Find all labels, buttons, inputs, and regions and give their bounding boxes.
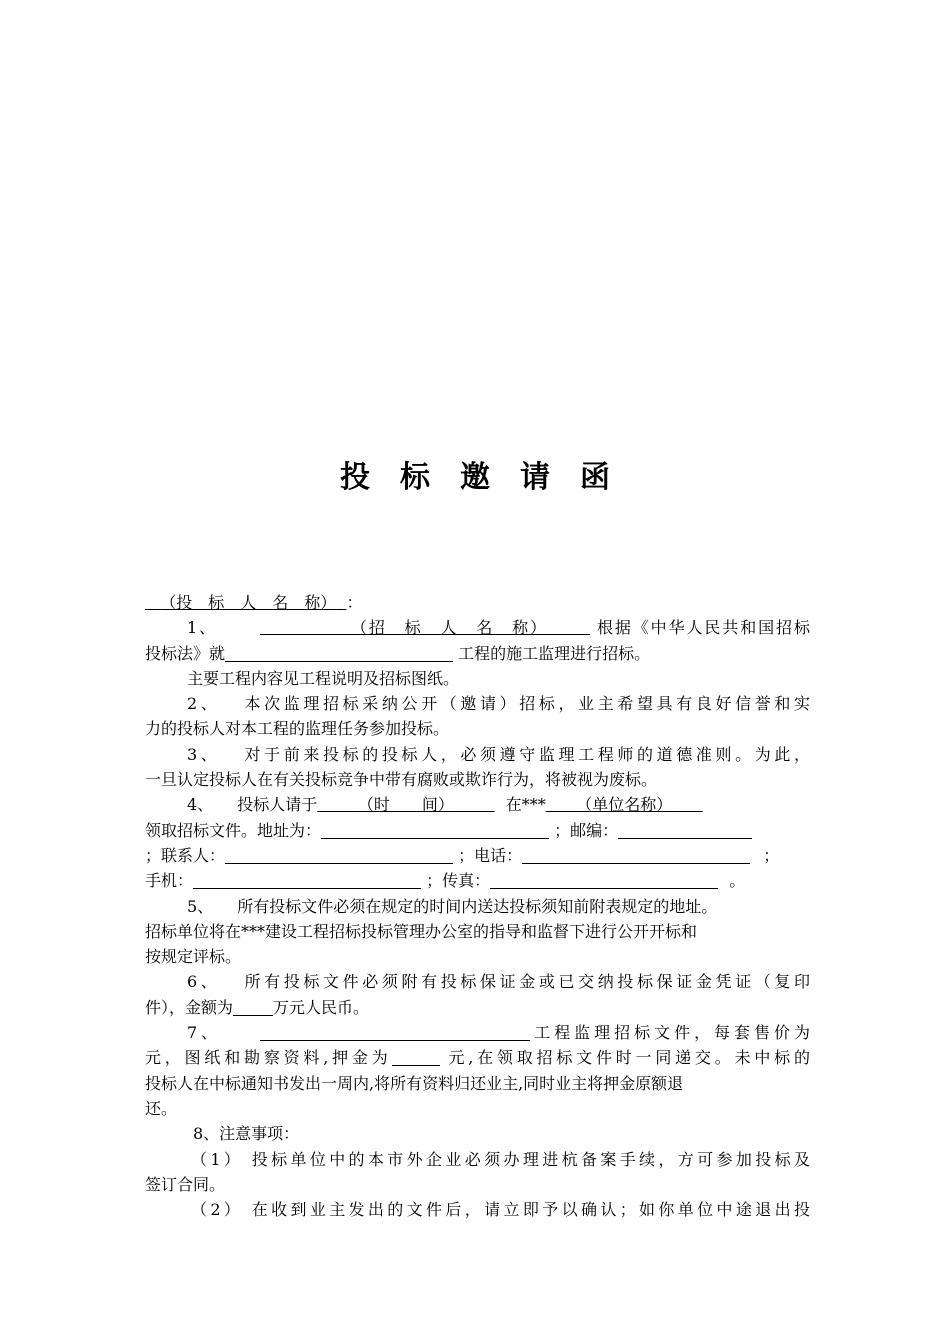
item-5-line-3: 按规定评标。 [145, 947, 242, 967]
item-5-line-1: 5、 所有投标文件必须在规定的时间内送达投标须知前附表规定的地址。 [187, 896, 718, 916]
letter-body [145, 590, 810, 1222]
address-blank [321, 821, 549, 839]
item-8-note-1-line-2: 签订合同。 [145, 1174, 226, 1194]
item-6-line-1: 6、 所有投标文件必须附有投标保证金或已交纳投标保证金凭证（复印 [187, 972, 810, 992]
fax-blank [490, 871, 718, 889]
item-4-line-4: 手机： ；传真： 。 [145, 871, 746, 891]
item-2-line-2: 力的投标人对本工程的监理任务参加投标。 [145, 719, 450, 739]
postcode-blank [618, 821, 752, 839]
item-7-line-2: 元，图纸和勘察资料,押金为 元,在领取招标文件时一同递交。未中标的 [145, 1048, 810, 1068]
item-8-note-1-line-1: （1） 投标单位中的本市外企业必须办理进杭备案手续，方可参加投标及 [191, 1149, 810, 1169]
contact-blank [225, 846, 453, 864]
item-8-note-2-line-1: （2） 在收到业主发出的文件后，请立即予以确认；如你单位中途退出投 [191, 1200, 810, 1220]
tenderer-name-field: （招 标 人 名 称） [350, 618, 548, 638]
item-7-line-3: 投标人在中标通知书发出一周内,将所有资料归还业主,同时业主将押金原额退 [145, 1073, 684, 1093]
item-4-line-3: ；联系人： ；电话： ； [145, 845, 780, 865]
item-3-line-1: 3、 对于前来投标的投标人，必须遵守监理工程师的道德准则。为此， [187, 744, 810, 764]
time-field: （时 间） [357, 795, 454, 815]
deposit-blank [392, 1048, 440, 1066]
unit-name-field: （单位名称） [576, 795, 673, 815]
phone-blank [522, 846, 750, 864]
project-name-blank [225, 644, 453, 662]
item-7-line-1: 7、 工程监理招标文件，每套售价为 [187, 1023, 810, 1043]
item-7-line-4: 还。 [145, 1098, 178, 1118]
item-4-line-1: 4、 投标人请于 （时 间） 在*** （单位名称） [145, 792, 810, 817]
item-3-line-2: 一旦认定投标人在有关投标竞争中带有腐败或欺诈行为，将被视为废标。 [145, 770, 658, 790]
item-5-line-2: 招标单位将在***建设工程招标投标管理办公室的指导和监督下进行公开开标和 [145, 921, 698, 941]
deposit-amount-blank [233, 998, 273, 1016]
item-4-line-2: 领取招标文件。地址为： ；邮编： [145, 818, 810, 843]
item-2-line-1: 2、 本次监理招标采纳公开（邀请）招标，业主希望具有良好信誉和实 [187, 694, 810, 714]
salutation-suffix: ： [346, 593, 363, 612]
bidder-name-field: （投 标 人 名 称） [160, 593, 337, 612]
item-6-line-2: 件），金额为 万元人民币。 [145, 997, 370, 1017]
mobile-blank [193, 871, 421, 889]
supervision-project-blank [260, 1023, 530, 1041]
item-1-line-2: 投标法》就 工程的施工监理进行招标。 [145, 643, 651, 663]
item-8-heading: 8、注意事项： [193, 1124, 300, 1144]
item-1-line-1: 1、 （招 标 人 名 称） 根据《中华人民共和国招标 [187, 618, 810, 638]
salutation-line [145, 590, 810, 615]
item-1-line-3: 主要工程内容见工程说明及招标图纸。 [187, 668, 460, 688]
document-title: 投标邀请函 [340, 460, 640, 495]
